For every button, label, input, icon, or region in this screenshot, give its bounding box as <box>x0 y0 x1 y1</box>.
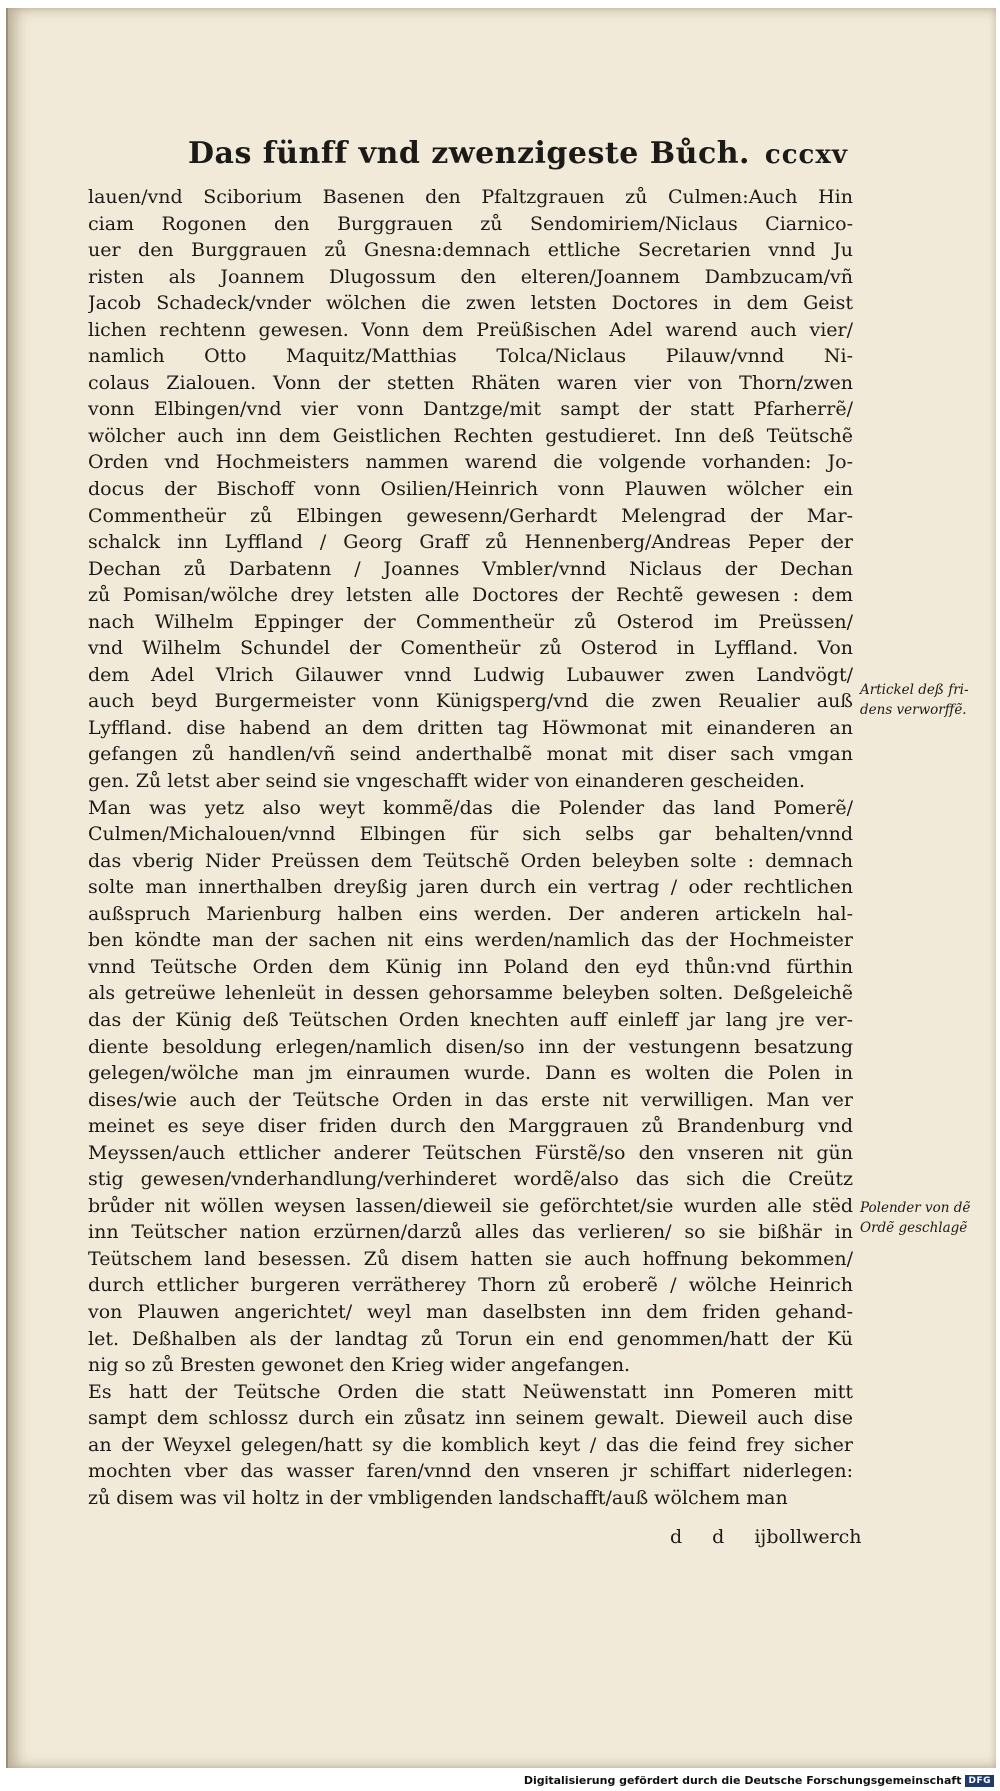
body-text <box>88 184 853 1511</box>
text-line: Commentheür zů Elbingen gewesenn/Gerhardt Melengrad der Mar- <box>88 504 853 527</box>
text-line: docus der Bischoff vonn Osilien/Heinrich vonn Plauwen wölcher ein <box>88 478 853 501</box>
dfg-logo: DFG <box>965 1775 994 1787</box>
folio-number: cccxv <box>764 140 848 170</box>
margin-note-line: Artickel deß fri- <box>860 682 969 698</box>
text-line: dises/wie auch der Teütsche Orden in das erste nit verwilligen. Man ver <box>88 1088 853 1111</box>
text-line: brůder nit wöllen weysen lassen/dieweil sie geförchtet/sie wurden alle stëd <box>88 1194 853 1217</box>
text-line: ben köndte man der sachen nit eins werden/namlich das der Hochmeister <box>88 929 853 952</box>
text-line: vnnd Teütsche Orden dem Künig inn Poland den eyd thůn:vnd fürthin <box>88 955 853 978</box>
text-line: gen. Zů letst aber seind sie vngeschafft wider von einanderen gescheiden. <box>88 770 806 793</box>
text-line: nig so zů Bresten gewonet den Krieg wider angefangen. <box>88 1354 631 1377</box>
text-line: mochten vber das wasser faren/vnnd den vnseren jr schiffart niderlegen: <box>88 1460 853 1483</box>
text-line: vnd Wilhelm Schundel der Comentheür zů Osterod in Lyffland. Von <box>88 637 853 660</box>
text-line: Meyssen/auch ettlicher anderer Teütschen Fürstẽ/so den vnseren nit gün <box>88 1141 853 1164</box>
running-head-title: Das fünff vnd zwenzigeste Bůch. <box>188 136 750 171</box>
text-line: lauen/vnd Sciborium Basenen den Pfaltzgrauen zů Culmen:Auch Hin <box>88 186 853 208</box>
text-line: stig gewesen/vnderhandlung/verhinderet wordẽ/also das sich die Creütz <box>88 1168 853 1191</box>
text-line: diente besoldung erlegen/namlich disen/so inn der vestungenn besatzung <box>88 1035 853 1058</box>
text-line: als getreüwe lehenleüt in dessen gehorsamme beleyben solten. Deßgeleichẽ <box>88 982 853 1005</box>
margin-note-line: dens verworffẽ. <box>860 702 967 718</box>
text-line: Teütschem land besessen. Zů disem hatten sie auch hoffnung bekommen/ <box>88 1247 853 1270</box>
text-line: zů Pomisan/wölche drey letsten alle Doctores der Rechtẽ gewesen : dem <box>88 584 853 607</box>
text-line: solte man innerthalben dreyßig jaren durch ein vertrag / oder rechtlichen <box>88 876 853 899</box>
text-line: Jacob Schadeck/vnder wölchen die zwen letsten Doctores in dem Geist <box>88 292 853 315</box>
margin-note <box>860 680 990 720</box>
text-line: colaus Zialouen. Vonn der stetten Rhäten waren vier von Thorn/zwen <box>88 371 853 394</box>
text-line: Dechan zů Darbatenn / Joannes Vmbler/vnnd Niclaus der Dechan <box>88 557 853 580</box>
catchword: bollwerch <box>766 1526 862 1548</box>
text-line: Man was yetz also weyt kommẽ/das die Polender das land Pomerẽ/ <box>88 796 853 819</box>
text-line: Culmen/Michalouen/vnnd Elbingen für sich selbs gar behalten/vnnd <box>88 823 853 846</box>
text-line: nach Wilhelm Eppinger der Commentheür zů Osterod im Preüssen/ <box>88 610 853 633</box>
text-line: let. Deßhalben als der landtag zů Torun ein end genommen/hatt der Kü <box>88 1327 853 1350</box>
text-line: ciam Rogonen den Burggrauen zů Sendomiriem/Niclaus Ciarnico- <box>88 212 853 235</box>
text-line: Orden vnd Hochmeisters nammen warend die volgende vorhanden: Jo- <box>88 451 853 474</box>
text-line: vonn Elbingen/vnd vier vonn Dantzge/mit sampt der statt Pfarherrẽ/ <box>88 398 853 421</box>
text-line: risten als Joannem Dlugossum den elteren/Joannem Dambzucam/vñ <box>88 265 853 288</box>
text-line: schalck inn Lyffland / Georg Graff zů Hennenberg/Andreas Peper der <box>88 531 853 554</box>
text-line: sampt dem schlossz durch ein zůsatz inn seinem gewalt. Dieweil auch dise <box>88 1407 853 1430</box>
book-page <box>6 8 996 1768</box>
margin-note-line: Ordẽ geschlagẽ <box>860 1220 968 1236</box>
text-line: Es hatt der Teütsche Orden die statt Neüwenstatt inn Pomeren mitt <box>88 1380 853 1403</box>
signature-mark: ij <box>754 1526 767 1548</box>
text-line: gefangen zů handlen/vñ seind anderthalbẽ monat mit diser sach vmgan <box>88 743 853 766</box>
text-line: außspruch Marienburg halben eins werden. Der anderen artickeln hal- <box>88 902 853 925</box>
margin-note <box>860 1198 990 1238</box>
footer-credit: Digitalisierung gefördert durch die Deutsche Forschungsgemeinschaft <box>523 1774 962 1787</box>
signature-mark: d <box>712 1526 725 1548</box>
text-line: gelegen/wölche man jm einraumen wurde. Dann es wolten die Polen in <box>88 1062 853 1085</box>
text-line: inn Teütscher nation erzürnen/darzů alles das verlieren/ so sie bißhär in <box>88 1221 853 1244</box>
text-line: wölcher auch inn dem Geistlichen Rechten gestudieret. Inn deß Teütschẽ <box>88 424 853 447</box>
text-line: uer den Burggrauen zů Gnesna:demnach ettliche Secretarien vnnd Ju <box>88 239 853 262</box>
running-head <box>188 136 848 171</box>
text-line: von Plauwen angerichtet/ weyl man daselbsten inn dem friden gehand- <box>88 1300 853 1323</box>
margin-note-line: Polender von dẽ <box>860 1200 971 1216</box>
text-line: zů disem was vil holtz in der vmbligenden landschafft/auß wölchem man <box>88 1486 788 1509</box>
text-line: durch ettlicher burgeren verrätherey Thorn zů eroberẽ / wölche Heinrich <box>88 1274 853 1297</box>
text-line: Lyffland. dise habend an dem dritten tag Höwmonat mit einanderen an <box>88 716 853 739</box>
digitization-footer <box>524 1774 994 1787</box>
signature-line <box>670 1526 862 1548</box>
text-line: das der Künig deß Teütschen Orden knechten auff einleff jar lang jre ver- <box>88 1008 853 1031</box>
text-line: auch beyd Burgermeister vonn Künigsperg/vnd die zwen Reualier auß <box>88 690 853 713</box>
text-line: namlich Otto Maquitz/Matthias Tolca/Niclaus Pilauw/vnnd Ni- <box>88 345 853 368</box>
text-line: dem Adel Vlrich Gilauwer vnnd Ludwig Lubauwer zwen Landvögt/ <box>88 663 853 686</box>
text-line: an der Weyxel gelegen/hatt sy die komblich keyt / das die feind frey sicher <box>88 1433 853 1456</box>
text-line: das vberig Nider Preüssen dem Teütschẽ Orden beleyben solte : demnach <box>88 849 853 872</box>
text-line: meinet es seye diser friden durch den Marggrauen zů Brandenburg vnd <box>88 1115 853 1138</box>
signature-mark: d <box>670 1526 683 1548</box>
text-line: lichen rechtenn gewesen. Vonn dem Preüßischen Adel warend auch vier/ <box>88 318 853 341</box>
